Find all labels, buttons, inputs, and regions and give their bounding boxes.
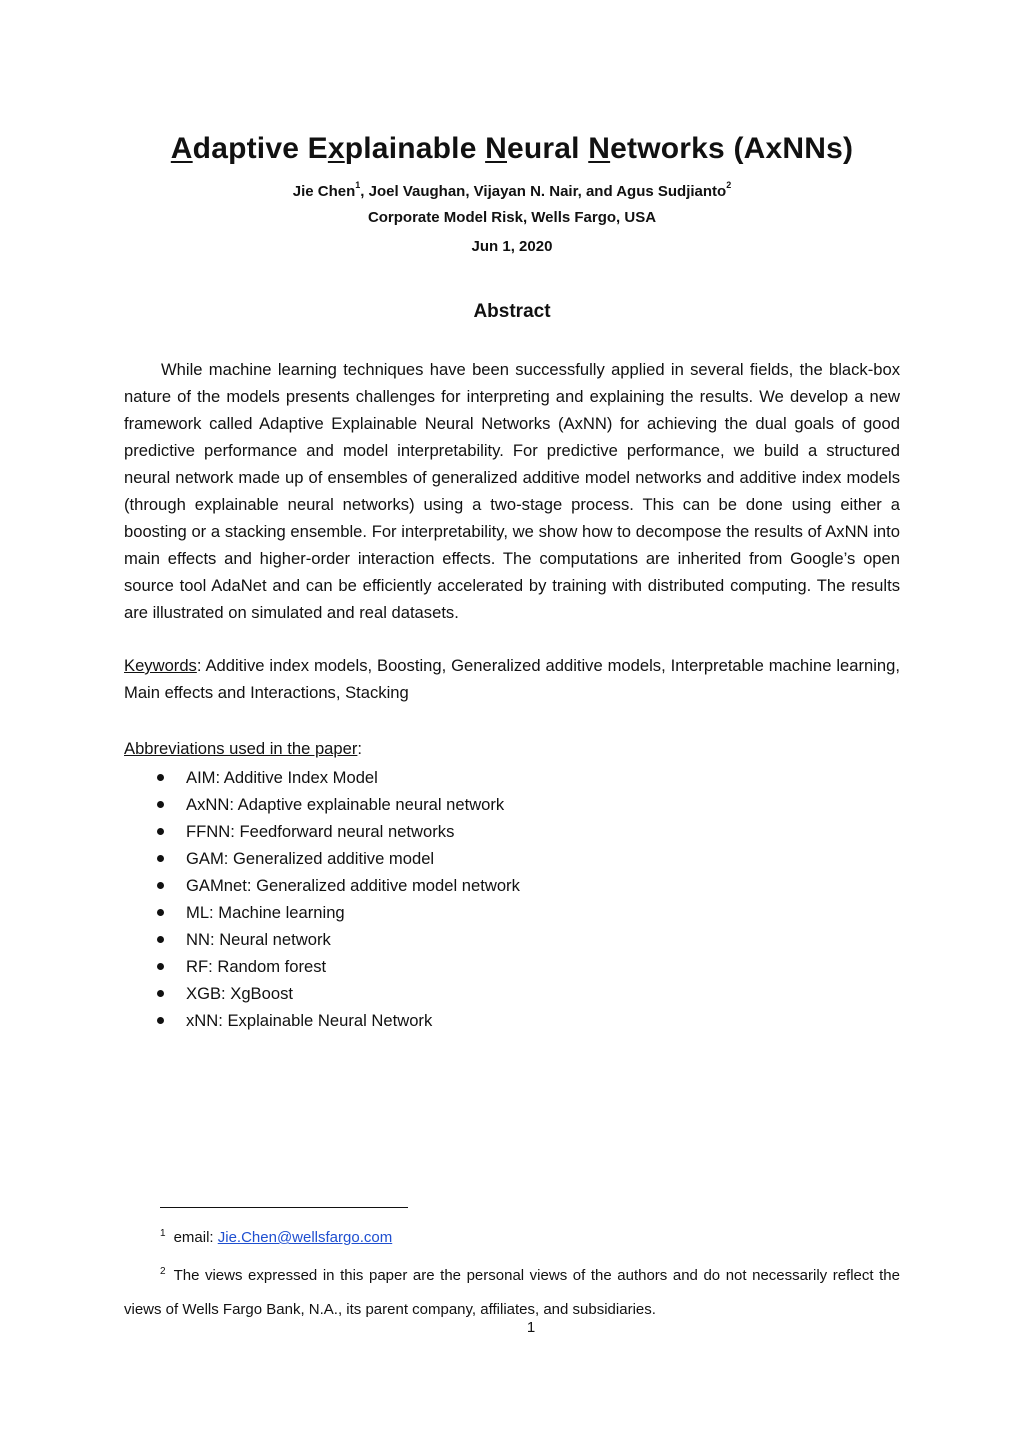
list-item: [124, 764, 824, 791]
list-item: [124, 899, 824, 926]
keywords-paragraph: [124, 652, 900, 706]
bullet-icon: [157, 1017, 164, 1024]
bullet-icon: [157, 855, 164, 862]
title-part: N: [588, 132, 611, 165]
abbreviation-text: NN: Neural network: [186, 930, 331, 949]
footnote-marker: 1: [160, 1228, 166, 1239]
list-item: [124, 872, 824, 899]
title-part: etworks (AxNNs): [610, 132, 854, 165]
list-item: [124, 818, 824, 845]
abbreviations-heading: [124, 735, 362, 762]
publication-date: Jun 1, 2020: [471, 238, 553, 255]
abbreviation-text: AxNN: Adaptive explainable neural network: [186, 795, 505, 814]
bullet-icon: [157, 963, 164, 970]
bullet-icon: [157, 990, 164, 997]
author-name: Jie Chen: [292, 183, 356, 200]
abbreviations-label: Abbreviations used in the paper: [124, 739, 358, 758]
list-item: [124, 791, 824, 818]
abbreviation-text: GAMnet: Generalized additive model network: [186, 876, 520, 895]
footnote-2: [124, 1260, 900, 1326]
abbreviation-text: xNN: Explainable Neural Network: [186, 1011, 433, 1030]
affiliation: Corporate Model Risk, Wells Fargo, USA: [367, 209, 657, 226]
abbreviation-text: FFNN: Feedforward neural networks: [186, 822, 455, 841]
bullet-icon: [157, 774, 164, 781]
abbreviation-text: AIM: Additive Index Model: [186, 768, 378, 787]
footnote-marker: 2: [160, 1266, 166, 1277]
bullet-icon: [157, 828, 164, 835]
title-part: N: [485, 132, 507, 165]
abstract-heading: Abstract: [473, 301, 551, 322]
abstract-body: While machine learning techniques have been successfully applied in several fields, the black-box nature of the models presents challenges for interpreting and explaining the results. We develop a new framework called Adaptive Explainable Neural Networks (AxNN) for achieving the dual goals of good predictive performance and model interpretability. For predictive performance, we build a structured neural network made up of ensembles of generalized additive model networks and additive index models (through explainable neural networks) using a two-stage process. This can be done using either a boosting or a stacking ensemble. For interpretability, we show how to decompose the results of AxNN into main effects and higher-order interaction effects. The computations are inherited from Google’s open source tool AdaNet and can be efficiently accelerated by training with distributed computing. The results are illustrated on simulated and real datasets.: [124, 360, 900, 622]
title-part: x: [327, 132, 345, 165]
author-line: [0, 182, 1024, 200]
page-number: 1: [526, 1319, 536, 1336]
footnote-text: The views expressed in this paper are the personal views of the authors and do not necessarily reflect the views of Wells Fargo Bank, N.A., its parent company, affiliates, and subsidiaries.: [124, 1267, 900, 1318]
title-part: plainable: [344, 132, 486, 165]
bullet-icon: [157, 882, 164, 889]
footnote-label: email:: [173, 1229, 218, 1246]
bullet-icon: [157, 909, 164, 916]
title-part: eural: [507, 132, 589, 165]
list-item: [124, 953, 824, 980]
footnote-marker: 1: [355, 180, 361, 190]
paper-title: [0, 132, 1024, 166]
footnote-1: [160, 1228, 392, 1250]
abbreviation-text: RF: Random forest: [186, 957, 327, 976]
footnote-marker: 2: [726, 180, 732, 190]
title-part: daptive E: [192, 132, 328, 165]
title-part: A: [170, 132, 193, 165]
email-link[interactable]: Jie.Chen@wellsfargo.com: [217, 1229, 393, 1246]
abbreviations-list: [124, 764, 824, 1034]
abbreviation-text: XGB: XgBoost: [186, 984, 293, 1003]
list-item: [124, 1007, 824, 1034]
abbreviation-text: ML: Machine learning: [186, 903, 345, 922]
abbreviations-colon: :: [357, 739, 363, 758]
list-item: [124, 980, 824, 1007]
bullet-icon: [157, 936, 164, 943]
list-item: [124, 926, 824, 953]
keywords-text: : Additive index models, Boosting, Generalized additive models, Interpretable machine learning, Main effects and Interactions, Stacking: [124, 656, 900, 702]
keywords-label: Keywords: [124, 656, 197, 675]
footnote-divider: [160, 1207, 408, 1208]
bullet-icon: [157, 801, 164, 808]
list-item: [124, 845, 824, 872]
abbreviation-text: GAM: Generalized additive model: [186, 849, 435, 868]
author-names: , Joel Vaughan, Vijayan N. Nair, and Agus Sudjianto: [360, 183, 727, 200]
